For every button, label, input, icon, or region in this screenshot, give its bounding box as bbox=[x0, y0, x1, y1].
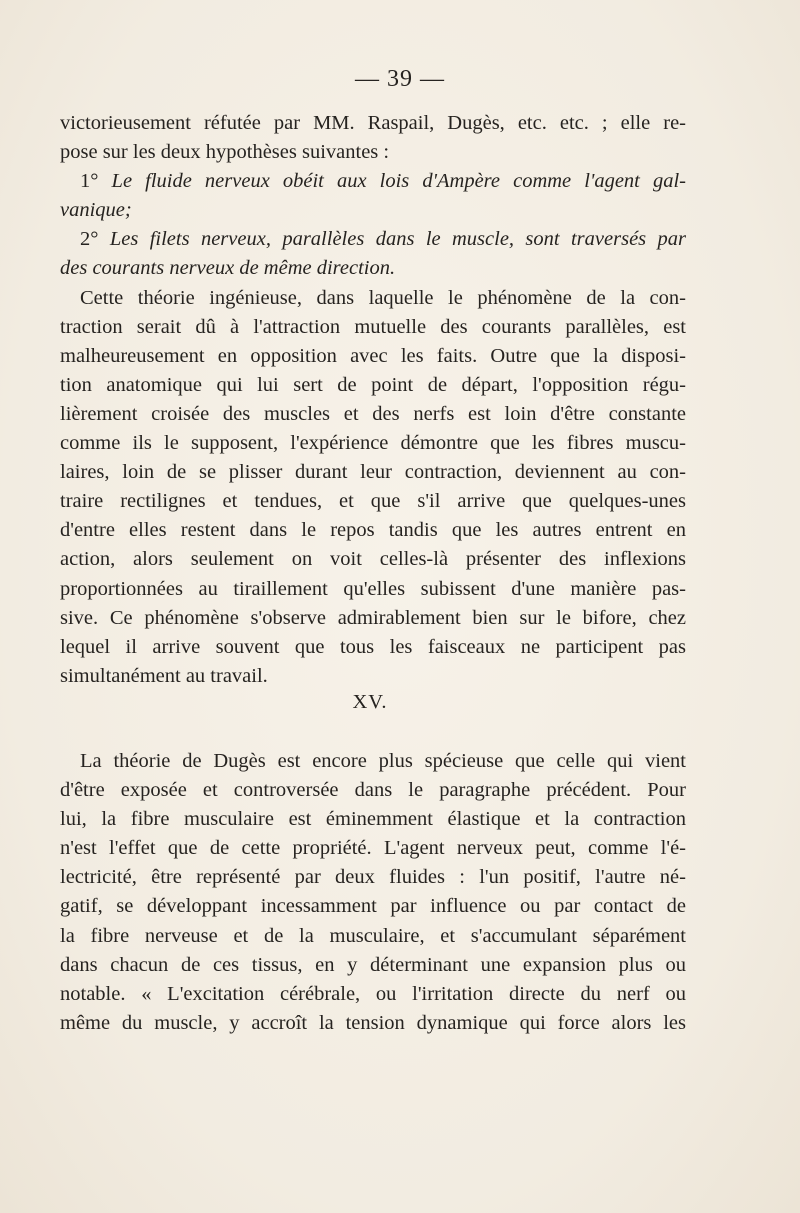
paragraph-1-line: victorieusement réfutée par MM. Raspail, Dugès, etc. etc. ; elle re- bbox=[60, 112, 686, 134]
paragraph-3-line: La théorie de Dugès est encore plus spécieuse que celle qui vient bbox=[80, 750, 686, 772]
hypothesis-1-line bbox=[60, 167, 686, 196]
paragraph-3-line: n'est l'effet que de cette propriété. L'agent nerveux peut, comme l'é- bbox=[60, 837, 686, 860]
paragraph-3-line: même du muscle, y accroît la tension dynamique qui force alors les bbox=[60, 1011, 686, 1034]
paragraph-3-line: gatif, se développant incessamment par influence ou par contact de bbox=[60, 895, 686, 918]
paragraph-2-line: lièrement croisée des muscles et des nerfs est loin d'être constante bbox=[60, 402, 686, 425]
paragraph-2-line: Cette théorie ingénieuse, dans laquelle le phénomène de la con- bbox=[80, 286, 686, 309]
paragraph-3-line: lui, la fibre musculaire est éminemment élastique et la contraction bbox=[60, 808, 686, 831]
hypothesis-2-text: Les filets nerveux, parallèles dans le muscle, sont traversés par bbox=[109, 228, 687, 251]
paragraph-1-line: pose sur les deux hypothèses suivantes : bbox=[60, 141, 390, 164]
paragraph-3-line: d'être exposée et controversée dans le paragraphe précédent. Pour bbox=[60, 779, 686, 802]
paragraph-2-line: sive. Ce phénomène s'observe admirablement bien sur le bifore, chez bbox=[60, 606, 686, 629]
paragraph-3-line: lectricité, être représenté par deux fluides : l'un positif, l'autre né- bbox=[60, 866, 686, 889]
page-number: — 39 — bbox=[355, 66, 445, 92]
paragraph-3-line: la fibre nerveuse et de la musculaire, et s'accumulant séparément bbox=[60, 924, 686, 947]
paragraph-2-line: laires, loin de se plisser durant leur contraction, deviennent au con- bbox=[60, 461, 686, 484]
paragraph-2-line: action, alors seulement on voit celles-là présenter des inflexions bbox=[60, 548, 686, 571]
paragraph-2-line: malheureusement en opposition avec les faits. Outre que la disposi- bbox=[60, 344, 686, 367]
hypothesis-1-line: vanique; bbox=[60, 199, 132, 222]
paragraph-2-line: traire rectilignes et tendues, et que s'il arrive que quelques-unes bbox=[60, 490, 686, 513]
paragraph-2-line: proportionnées au tiraillement qu'elles subissent d'une manière pas- bbox=[60, 577, 686, 600]
hypothesis-1-text: Le fluide nerveux obéit aux lois d'Ampère comme l'agent gal- bbox=[111, 170, 686, 193]
text-block-upper bbox=[60, 109, 686, 691]
paragraph-2-line: traction serait dû à l'attraction mutuelle des courants parallèles, est bbox=[60, 315, 686, 338]
paragraph-2-line: tion anatomique qui lui sert de point de départ, l'opposition régu- bbox=[60, 373, 686, 396]
hypothesis-2-line bbox=[60, 225, 686, 254]
paragraph-3-line: notable. « L'excitation cérébrale, ou l'irritation directe du nerf ou bbox=[60, 982, 686, 1005]
paragraph-2-line: d'entre elles restent dans le repos tandis que les autres entrent en bbox=[60, 519, 686, 542]
paragraph-2-line: lequel il arrive souvent que tous les faisceaux ne participent pas bbox=[60, 635, 686, 658]
section-heading: XV. bbox=[352, 691, 388, 713]
text-block-lower bbox=[60, 747, 686, 1038]
paragraph-3-line: dans chacun de ces tissus, en y déterminant une expansion plus ou bbox=[60, 953, 686, 976]
paragraph-2-line: simultanément au travail. bbox=[60, 664, 268, 687]
hypothesis-1-number: 1° bbox=[80, 170, 99, 193]
hypothesis-2-line: des courants nerveux de même direction. bbox=[60, 257, 396, 280]
hypothesis-2-number: 2° bbox=[80, 228, 99, 251]
paragraph-2-line: comme ils le supposent, l'expérience démontre que les fibres muscu- bbox=[60, 432, 686, 455]
